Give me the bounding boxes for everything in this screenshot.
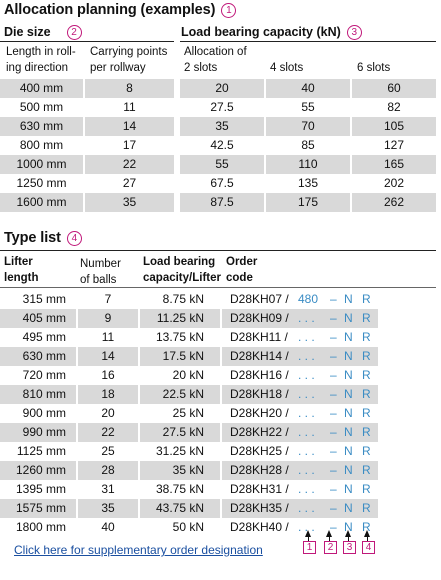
lifter-length-cell: 900 mm bbox=[22, 406, 66, 420]
option-r-cell: R bbox=[362, 425, 371, 439]
capacity-cell: 31.25 kN bbox=[155, 444, 204, 458]
option-n-cell: N bbox=[344, 387, 353, 401]
load-4slots-cell: 135 bbox=[297, 176, 319, 190]
table-row bbox=[0, 480, 378, 499]
type-col-balls-header bbox=[80, 256, 121, 288]
capacity-cell: 20 kN bbox=[172, 368, 204, 382]
load-table-row bbox=[180, 136, 436, 155]
marker-2-badge: 2 bbox=[67, 25, 82, 40]
capacity-cell: 22.5 kN bbox=[162, 387, 204, 401]
slot-value-cell: . . . bbox=[298, 406, 315, 420]
slot-value-cell: . . . bbox=[298, 311, 315, 325]
position-marker-2: 2 bbox=[324, 541, 337, 554]
column-separator bbox=[220, 442, 222, 461]
option-r-cell: R bbox=[362, 387, 371, 401]
ball-count-cell: 9 bbox=[104, 311, 112, 325]
position-marker-1: 1 bbox=[303, 541, 316, 554]
column-separator bbox=[220, 385, 222, 404]
allocation-title: Allocation planning (examples) bbox=[4, 2, 216, 18]
slot-value-cell: . . . bbox=[298, 368, 315, 382]
load-6slots-cell: 202 bbox=[383, 176, 405, 190]
ball-count-cell: 22 bbox=[101, 425, 115, 439]
header-line: code bbox=[226, 272, 253, 284]
table-row bbox=[0, 442, 378, 461]
type-list-header-rule bbox=[0, 287, 436, 288]
header-line: Load bearing bbox=[143, 256, 216, 268]
capacity-cell: 17.5 kN bbox=[162, 349, 204, 363]
header-line: Length in roll- bbox=[6, 46, 76, 58]
order-code-cell: D28KH40 / bbox=[230, 520, 289, 534]
option-n-cell: N bbox=[344, 311, 353, 325]
load-4slots-cell: 40 bbox=[301, 81, 315, 95]
load-6slots-cell: 262 bbox=[383, 195, 405, 209]
order-code-cell: D28KH18 / bbox=[230, 387, 289, 401]
ball-count-cell: 18 bbox=[101, 387, 115, 401]
load-4slots-cell: 175 bbox=[297, 195, 319, 209]
load-4slots-cell: 110 bbox=[298, 157, 318, 171]
dash-cell: – bbox=[330, 444, 337, 458]
option-n-cell: N bbox=[344, 520, 353, 534]
load-table-row bbox=[180, 79, 436, 98]
capacity-cell: 11.25 kN bbox=[156, 311, 204, 325]
die-table-row bbox=[0, 136, 174, 155]
load-4slots-cell: 70 bbox=[301, 119, 315, 133]
order-code-cell: D28KH07 / bbox=[230, 292, 289, 306]
dash-cell: – bbox=[330, 330, 337, 344]
column-separator bbox=[220, 423, 222, 442]
option-r-cell: R bbox=[362, 520, 371, 534]
type-col-lifter-header bbox=[4, 254, 39, 286]
lifter-length-cell: 630 mm bbox=[22, 349, 66, 363]
option-r-cell: R bbox=[362, 501, 371, 515]
load-6slots-cell: 105 bbox=[383, 119, 405, 133]
order-code-cell: D28KH25 / bbox=[230, 444, 289, 458]
slot-value-cell: . . . bbox=[298, 425, 315, 439]
carrying-points-cell: 27 bbox=[122, 176, 137, 190]
header-line: ing direction bbox=[6, 62, 69, 74]
marker-4-badge: 4 bbox=[67, 231, 82, 246]
lifter-length-cell: 1260 mm bbox=[15, 463, 66, 477]
option-r-cell: R bbox=[362, 482, 371, 496]
load-top-rule bbox=[180, 41, 436, 42]
slot-value-cell: . . . bbox=[298, 349, 315, 363]
marker-1-badge: 1 bbox=[221, 3, 236, 18]
column-separator bbox=[220, 347, 222, 366]
slot-value-cell: . . . bbox=[298, 463, 315, 477]
die-table-row bbox=[0, 193, 174, 212]
column-separator bbox=[220, 328, 222, 347]
table-row bbox=[0, 328, 378, 347]
ball-count-cell: 11 bbox=[101, 330, 115, 344]
load-6slots-cell: 165 bbox=[383, 157, 405, 171]
die-col-length-header bbox=[6, 45, 76, 75]
table-row bbox=[0, 366, 378, 385]
option-n-cell: N bbox=[344, 501, 353, 515]
table-row bbox=[0, 347, 378, 366]
option-n-cell: N bbox=[344, 368, 353, 382]
die-table-row bbox=[0, 79, 174, 98]
die-size-title: Die size bbox=[4, 25, 51, 39]
slot-value-cell: . . . bbox=[298, 387, 315, 401]
die-table-row bbox=[0, 117, 174, 136]
type-col-capacity-header bbox=[143, 254, 221, 286]
option-r-cell: R bbox=[362, 349, 371, 363]
dash-cell: – bbox=[330, 368, 337, 382]
option-r-cell: R bbox=[362, 292, 371, 306]
die-table-row bbox=[0, 174, 174, 193]
header-line: Lifter bbox=[4, 256, 33, 268]
die-length-cell: 1000 mm bbox=[16, 157, 67, 171]
option-n-cell: N bbox=[344, 406, 353, 420]
load-table-row bbox=[180, 98, 436, 117]
option-r-cell: R bbox=[362, 444, 371, 458]
die-length-cell: 500 mm bbox=[19, 100, 64, 114]
carrying-points-cell: 35 bbox=[122, 195, 137, 209]
order-code-cell: D28KH16 / bbox=[230, 368, 289, 382]
column-separator bbox=[220, 309, 222, 328]
die-table-row bbox=[0, 98, 174, 117]
carrying-points-cell: 14 bbox=[122, 119, 137, 133]
dash-cell: – bbox=[330, 292, 337, 306]
carrying-points-cell: 17 bbox=[122, 138, 137, 152]
load-2slots-cell: 42.5 bbox=[210, 138, 234, 152]
option-n-cell: N bbox=[344, 444, 353, 458]
die-col-carrying-header bbox=[90, 45, 167, 75]
load-2slots-cell: 87.5 bbox=[210, 195, 234, 209]
carrying-points-cell: 8 bbox=[126, 81, 133, 95]
supplementary-order-link[interactable]: Click here for supplementary order designation bbox=[14, 543, 263, 557]
dash-cell: – bbox=[330, 501, 337, 515]
column-separator bbox=[220, 366, 222, 385]
load-table-row bbox=[180, 155, 436, 174]
die-table-row bbox=[0, 155, 174, 174]
ball-count-cell: 31 bbox=[101, 482, 115, 496]
order-code-cell: D28KH31 / bbox=[230, 482, 289, 496]
die-length-cell: 1250 mm bbox=[16, 176, 67, 190]
column-separator bbox=[220, 518, 222, 537]
capacity-cell: 43.75 kN bbox=[155, 501, 204, 515]
capacity-cell: 38.75 kN bbox=[155, 482, 204, 496]
type-list-title: Type list bbox=[4, 230, 61, 246]
capacity-cell: 35 kN bbox=[172, 463, 204, 477]
dash-cell: – bbox=[330, 311, 337, 325]
dash-cell: – bbox=[330, 463, 337, 477]
slot-value-cell: . . . bbox=[298, 330, 315, 344]
type-col-order-header bbox=[226, 254, 257, 286]
load-4slots-cell: 85 bbox=[301, 138, 315, 152]
slot-value-cell: . . . bbox=[298, 444, 315, 458]
dash-cell: – bbox=[330, 425, 337, 439]
die-length-cell: 630 mm bbox=[19, 119, 64, 133]
option-r-cell: R bbox=[362, 406, 371, 420]
option-r-cell: R bbox=[362, 368, 371, 382]
lifter-length-cell: 405 mm bbox=[22, 311, 66, 325]
option-r-cell: R bbox=[362, 330, 371, 344]
ball-count-cell: 7 bbox=[104, 292, 112, 306]
column-separator bbox=[220, 290, 222, 309]
load-2slots-cell: 20 bbox=[215, 81, 229, 95]
die-length-cell: 400 mm bbox=[19, 81, 64, 95]
lifter-length-cell: 495 mm bbox=[22, 330, 66, 344]
order-code-cell: D28KH20 / bbox=[230, 406, 289, 420]
slot-value-cell: . . . bbox=[298, 501, 315, 515]
capacity-cell: 13.75 kN bbox=[155, 330, 204, 344]
carrying-points-cell: 11 bbox=[123, 100, 136, 114]
load-col-4slots-header: 4 slots bbox=[270, 62, 304, 74]
order-code-cell: D28KH11 / bbox=[230, 330, 288, 344]
lifter-length-cell: 1575 mm bbox=[15, 501, 66, 515]
option-n-cell: N bbox=[344, 292, 353, 306]
header-line: Allocation of bbox=[184, 46, 247, 58]
position-marker-3: 3 bbox=[343, 541, 356, 554]
ball-count-cell: 28 bbox=[101, 463, 115, 477]
capacity-cell: 25 kN bbox=[172, 406, 204, 420]
load-table-row bbox=[180, 117, 436, 136]
capacity-cell: 50 kN bbox=[172, 520, 204, 534]
column-separator bbox=[220, 404, 222, 423]
header-line: Carrying points bbox=[90, 46, 168, 58]
option-n-cell: N bbox=[344, 425, 353, 439]
order-code-cell: D28KH14 / bbox=[230, 349, 289, 363]
die-length-cell: 1600 mm bbox=[16, 195, 67, 209]
header-line: Order bbox=[226, 256, 258, 268]
column-separator bbox=[220, 499, 222, 518]
column-separator bbox=[220, 480, 222, 499]
table-row bbox=[0, 461, 378, 480]
die-size-heading bbox=[4, 25, 82, 40]
load-capacity-title: Load bearing capacity (kN) bbox=[181, 25, 341, 39]
position-marker-4: 4 bbox=[362, 541, 375, 554]
load-col-6slots-header: 6 slots bbox=[357, 62, 391, 74]
lifter-length-cell: 1395 mm bbox=[15, 482, 66, 496]
load-2slots-cell: 67.5 bbox=[210, 176, 234, 190]
slot-value-cell: . . . bbox=[298, 520, 315, 534]
option-r-cell: R bbox=[362, 311, 371, 325]
load-6slots-cell: 127 bbox=[383, 138, 405, 152]
load-2slots-cell: 27.5 bbox=[210, 100, 234, 114]
marker-3-badge: 3 bbox=[347, 25, 362, 40]
lifter-length-cell: 315 mm bbox=[22, 292, 66, 306]
load-capacity-heading bbox=[181, 25, 362, 40]
load-4slots-cell: 55 bbox=[301, 100, 315, 114]
order-code-cell: D28KH09 / bbox=[230, 311, 289, 325]
table-row bbox=[0, 309, 378, 328]
type-list-title-block bbox=[4, 230, 82, 246]
dash-cell: – bbox=[330, 520, 337, 534]
lifter-length-cell: 1800 mm bbox=[15, 520, 66, 534]
order-code-cell: D28KH28 / bbox=[230, 463, 289, 477]
table-row bbox=[0, 290, 378, 309]
dash-cell: – bbox=[330, 406, 337, 420]
option-n-cell: N bbox=[344, 330, 353, 344]
option-r-cell: R bbox=[362, 463, 371, 477]
order-code-cell: D28KH22 / bbox=[230, 425, 289, 439]
load-table-row bbox=[180, 174, 436, 193]
load-2slots-cell: 55 bbox=[215, 157, 229, 171]
slot-value-cell: . . . bbox=[298, 482, 315, 496]
ball-count-cell: 20 bbox=[101, 406, 115, 420]
header-line: per rollway bbox=[90, 62, 146, 74]
header-line: length bbox=[4, 272, 39, 284]
column-separator bbox=[220, 461, 222, 480]
ball-count-cell: 16 bbox=[101, 368, 115, 382]
header-line: of balls bbox=[80, 274, 117, 286]
lifter-length-cell: 990 mm bbox=[22, 425, 66, 439]
dash-cell: – bbox=[330, 349, 337, 363]
lifter-length-cell: 720 mm bbox=[22, 368, 66, 382]
table-row bbox=[0, 518, 378, 537]
allocation-title-block bbox=[4, 2, 236, 18]
ball-count-cell: 25 bbox=[101, 444, 115, 458]
dash-cell: – bbox=[330, 387, 337, 401]
option-n-cell: N bbox=[344, 482, 353, 496]
ball-count-cell: 14 bbox=[101, 349, 115, 363]
lifter-length-cell: 810 mm bbox=[22, 387, 66, 401]
supplementary-link[interactable] bbox=[14, 541, 263, 559]
capacity-cell: 27.5 kN bbox=[162, 425, 204, 439]
option-n-cell: N bbox=[344, 349, 353, 363]
carrying-points-cell: 22 bbox=[122, 157, 137, 171]
lifter-length-cell: 1125 mm bbox=[16, 444, 66, 458]
load-table-row bbox=[180, 193, 436, 212]
capacity-cell: 8.75 kN bbox=[162, 292, 204, 306]
die-top-rule bbox=[0, 41, 174, 42]
header-line: capacity/Lifter bbox=[143, 272, 221, 284]
ball-count-cell: 35 bbox=[101, 501, 115, 515]
slot-value-cell: 480 bbox=[298, 292, 319, 306]
load-6slots-cell: 82 bbox=[387, 100, 401, 114]
load-col-2slots-header bbox=[184, 45, 247, 75]
table-row bbox=[0, 423, 378, 442]
option-n-cell: N bbox=[344, 463, 353, 477]
table-row bbox=[0, 385, 378, 404]
table-row bbox=[0, 499, 378, 518]
dash-cell: – bbox=[330, 482, 337, 496]
order-code-cell: D28KH35 / bbox=[230, 501, 289, 515]
load-2slots-cell: 35 bbox=[215, 119, 229, 133]
ball-count-cell: 40 bbox=[101, 520, 115, 534]
header-line: 2 slots bbox=[184, 62, 218, 74]
die-length-cell: 800 mm bbox=[19, 138, 64, 152]
load-6slots-cell: 60 bbox=[387, 81, 401, 95]
header-line: Number bbox=[80, 258, 121, 270]
type-list-top-rule bbox=[0, 250, 436, 251]
table-row bbox=[0, 404, 378, 423]
